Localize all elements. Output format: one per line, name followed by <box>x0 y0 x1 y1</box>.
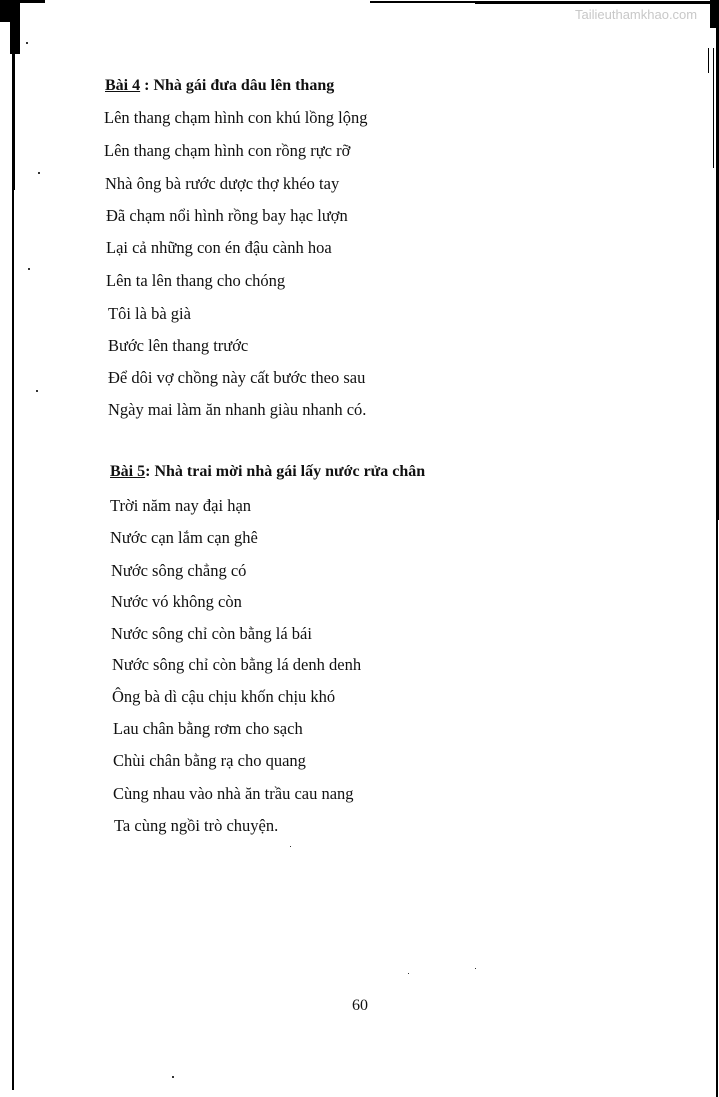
verse-line: Lau chân bằng rơm cho sạch <box>113 719 303 738</box>
scan-speck <box>28 268 30 270</box>
heading-separator: : <box>140 77 154 94</box>
scan-speck <box>408 973 409 974</box>
verse-line: Bước lên thang trước <box>108 336 249 355</box>
verse-line: Nước sông chẳng có <box>111 561 247 580</box>
scan-speck <box>475 968 476 969</box>
verse-line: Lên thang chạm hình con rồng rực rỡ <box>104 141 351 160</box>
verse-line: Lên thang chạm hình con khú lồng lộng <box>104 108 368 127</box>
scan-speck <box>290 846 291 847</box>
verse-line: Chùi chân bằng rạ cho quang <box>113 751 306 770</box>
verse-line: Nước sông chỉ còn bằng lá denh denh <box>112 655 362 674</box>
page-number: 60 <box>352 997 368 1014</box>
section-title: Nhà trai mời nhà gái lấy nước rửa chân <box>154 463 426 480</box>
verse-line: Ta cùng ngồi trò chuyện. <box>114 816 279 835</box>
section-number: Bài 5 <box>110 463 146 480</box>
scan-edge-artifact <box>10 14 20 54</box>
verse-line: Cùng nhau vào nhà ăn trầu cau nang <box>113 784 354 803</box>
verse-line: Ngày mai làm ăn nhanh giàu nhanh có. <box>108 400 367 419</box>
verse-line: Nước cạn lắm cạn ghê <box>110 528 258 547</box>
section-title: Nhà gái đưa dâu lên thang <box>153 77 335 94</box>
verse-line: Tôi là bà già <box>108 304 191 323</box>
verse-line: Đã chạm nổi hình rồng bay hạc lượn <box>106 206 348 225</box>
verse-line: Nhà ông bà rước dược thợ khéo tay <box>105 174 340 193</box>
verse-line: Lên ta lên thang cho chóng <box>106 271 286 290</box>
section-heading <box>110 463 425 481</box>
verse-line: Lại cả những con én đậu cành hoa <box>106 238 332 257</box>
scan-speck <box>38 172 40 174</box>
scan-speck <box>26 42 28 44</box>
verse-line: Ông bà dì cậu chịu khốn chịu khó <box>112 687 336 706</box>
scan-edge-artifact <box>708 48 709 73</box>
watermark: Tailieuthamkhao.com <box>575 7 698 22</box>
scan-edge-line-top <box>475 1 710 4</box>
heading-separator: : <box>145 463 155 480</box>
verse-line: Nước sông chỉ còn bằng lá bái <box>111 624 312 643</box>
verse-line: Để dôi vợ chồng này cất bước theo sau <box>108 368 366 387</box>
section-number: Bài 4 <box>105 77 141 94</box>
scan-edge-artifact <box>20 0 45 3</box>
scan-edge-line-right <box>716 520 718 1097</box>
scan-speck <box>36 390 38 392</box>
scan-edge-artifact <box>713 48 714 168</box>
scan-speck <box>172 1076 174 1078</box>
scan-edge-line-left <box>12 50 14 1090</box>
verse-line: Trời năm nay đại hạn <box>110 496 252 515</box>
section-heading <box>105 77 334 95</box>
verse-line: Nước vó không còn <box>111 592 242 611</box>
